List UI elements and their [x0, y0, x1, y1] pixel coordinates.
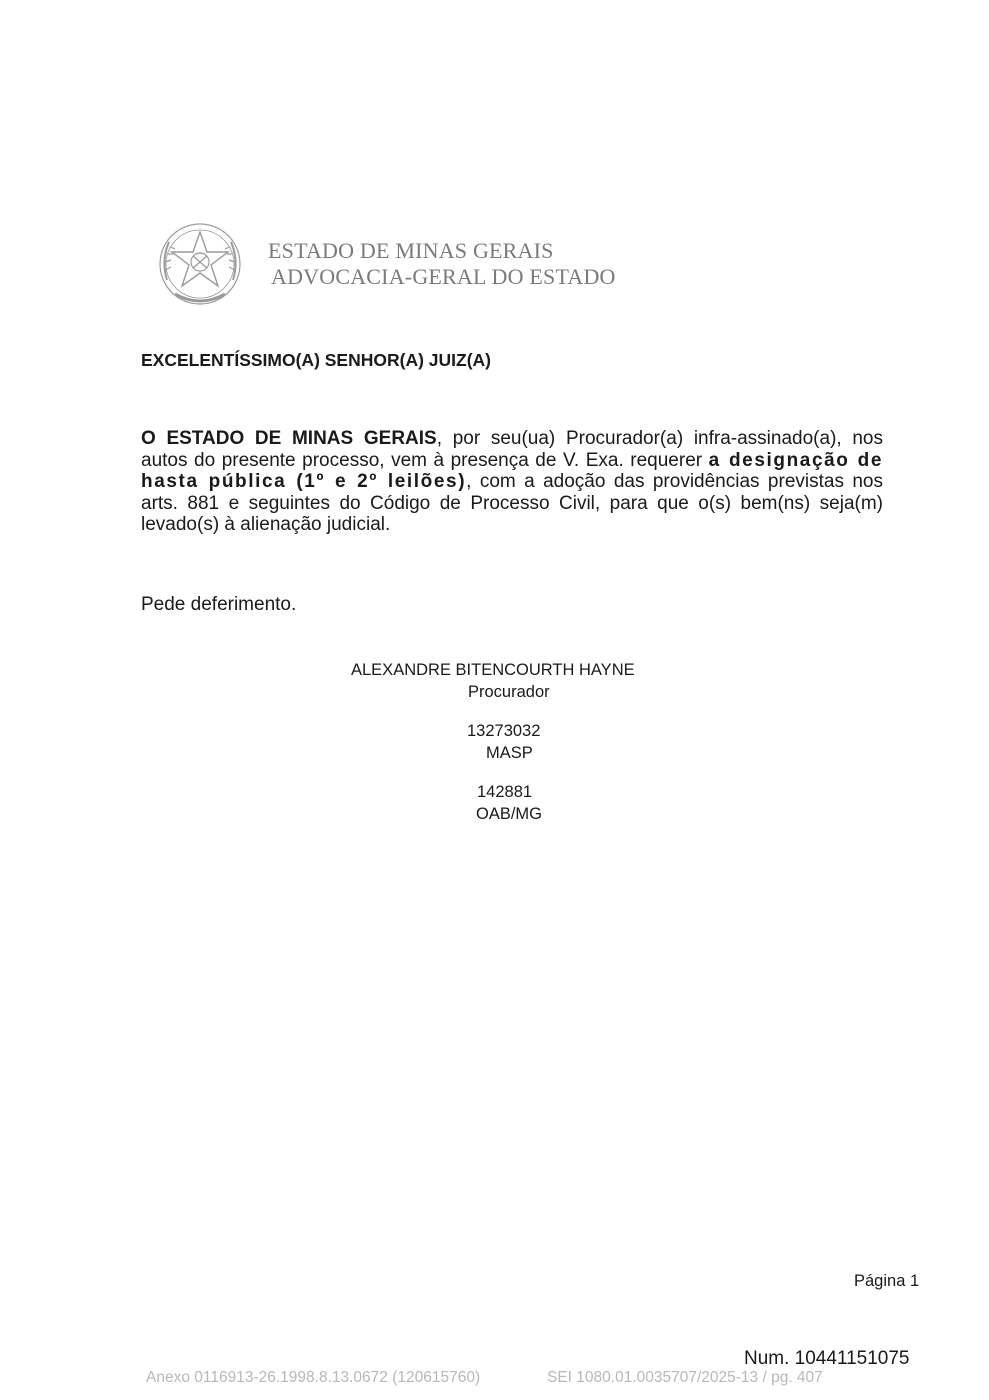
petition-text-2: , com a adoção das providências previstas nos arts. 881 e seguintes do Código de Processo Civil, para que o(s) bem(ns) seja(m) levado(s) à alienação judicial. [141, 471, 883, 535]
document-number: Num. 10441151075 [744, 1348, 910, 1369]
footer-sei: SEI 1080.01.0035707/2025-13 / pg. 407 [547, 1369, 823, 1386]
closing-line: Pede deferimento. [141, 594, 297, 615]
petition-lead: O ESTADO DE MINAS GERAIS [141, 428, 437, 449]
oab-label: OAB/MG [476, 805, 543, 823]
signer-role: Procurador [468, 683, 550, 701]
footer-annex: Anexo 0116913-26.1998.8.13.0672 (120615760) [146, 1369, 481, 1386]
page-number: Página 1 [854, 1272, 920, 1290]
masp-label: MASP [486, 744, 533, 762]
petition-text-1: , por seu(ua) Procurador(a) infra-assinado(a), nos autos do presente processo, vem à presença de V. Exa. requerer [141, 428, 883, 471]
coat-of-arms-icon [155, 220, 245, 312]
addressee-heading: EXCELENTÍSSIMO(A) SENHOR(A) JUIZ(A) [141, 350, 491, 370]
org-state-name: ESTADO DE MINAS GERAIS [268, 238, 554, 263]
org-agency-name: ADVOCACIA-GERAL DO ESTADO [271, 264, 616, 289]
masp-number: 13273032 [467, 722, 541, 740]
signer-name: ALEXANDRE BITENCOURTH HAYNE [351, 661, 635, 679]
petition-paragraph [141, 428, 883, 536]
oab-number: 142881 [477, 783, 533, 801]
petition-request: a designação de hasta pública (1º e 2º leilões) [141, 449, 883, 492]
